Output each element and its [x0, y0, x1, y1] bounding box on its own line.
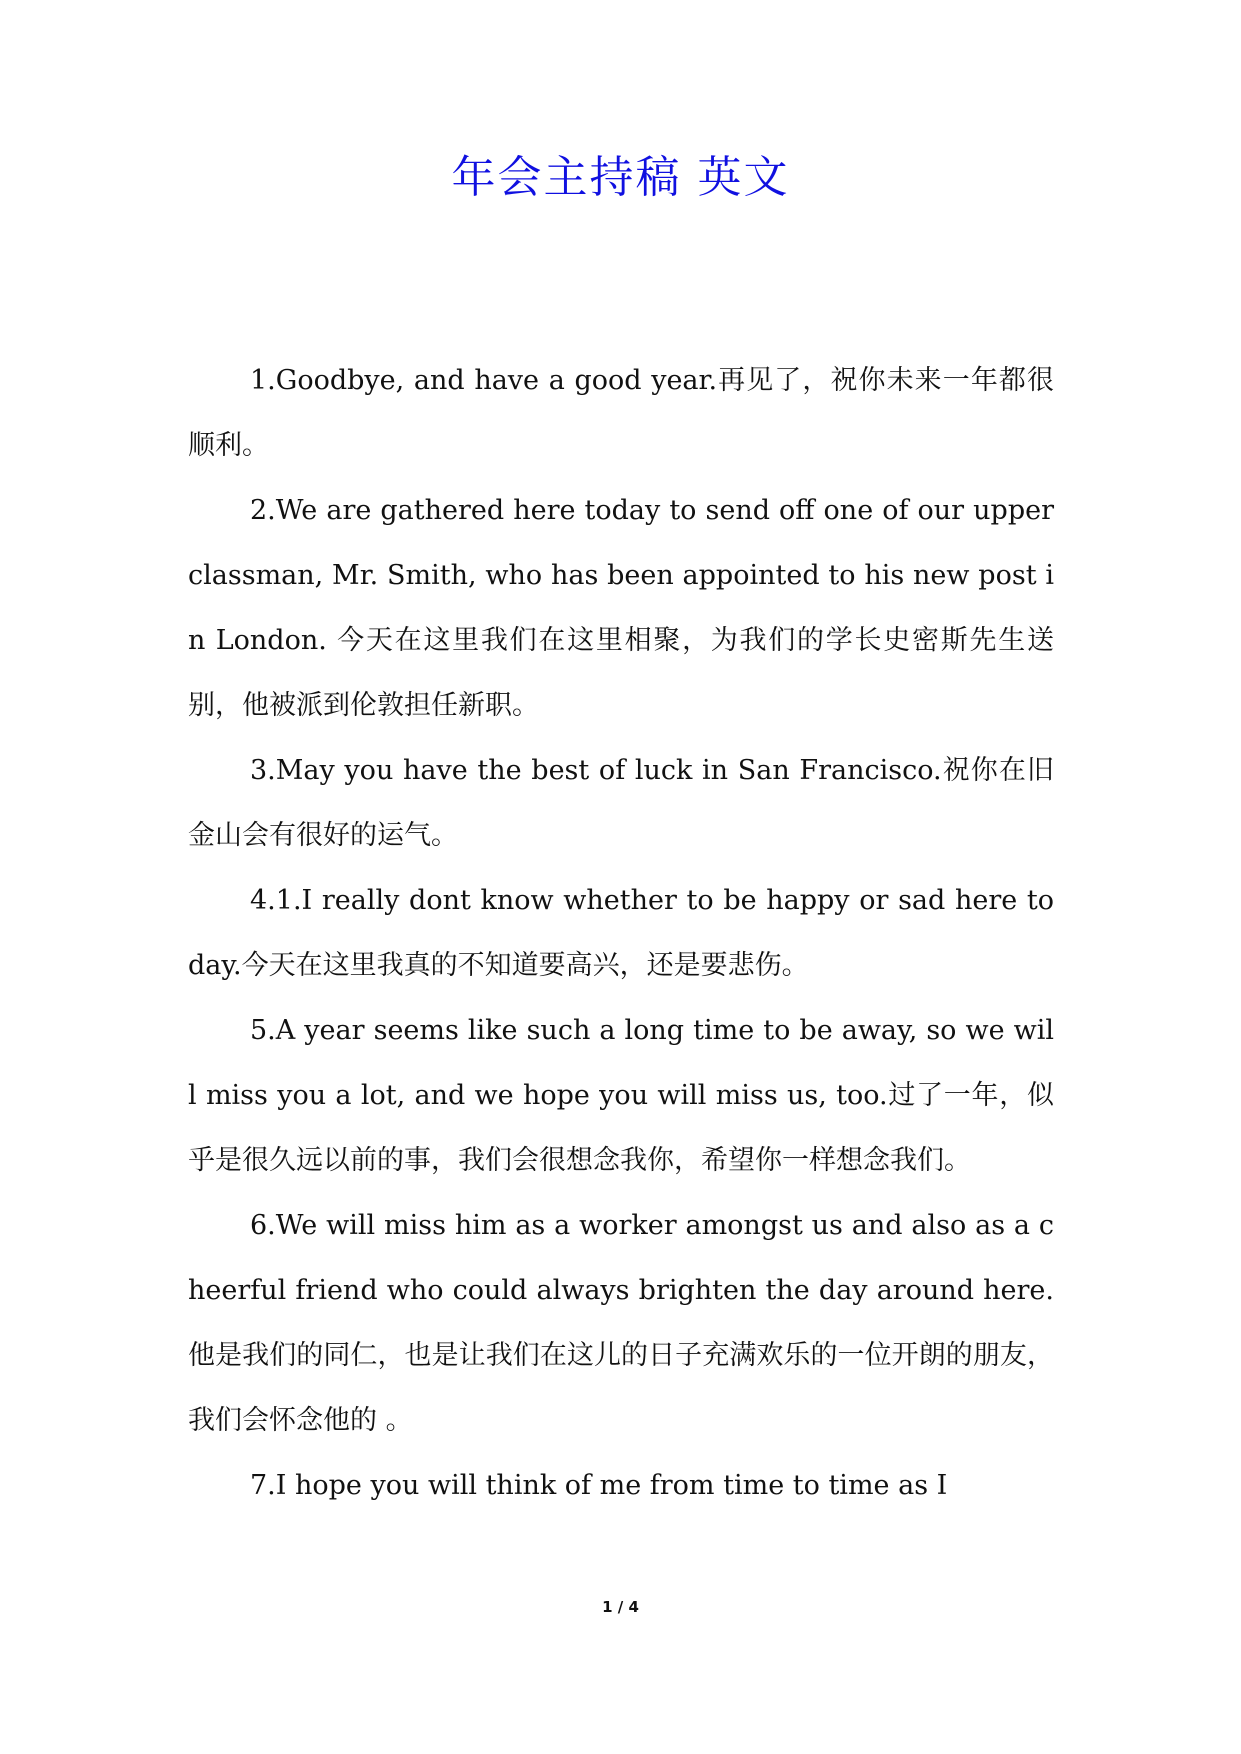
document-body — [188, 348, 1054, 1518]
paragraph-4: 4.1.I really dont know whether to be happy or sad here today.今天在这里我真的不知道要高兴，还是要悲伤。 — [188, 885, 1054, 981]
paragraph-2: 2.We are gathered here today to send off one of our upperclassman, Mr. Smith, who has been appointed to his new post in London. 今天在这里我们在这里相聚，为我们的学长史密斯先生送别，他被派到伦敦担任新职。 — [188, 495, 1054, 721]
page-title: 年会主持稿 英文 — [451, 152, 790, 203]
paragraph-6: 6.We will miss him as a worker amongst us and also as a cheerful friend who could always brighten the day around here.他是我们的同仁，也是让我们在这儿的日子充满欢乐的一位开朗的朋友，我们会怀念他的 。 — [188, 1210, 1054, 1436]
paragraph-5: 5.A year seems like such a long time to be away, so we will miss you a lot, and we hope you will miss us, too.过了一年，似乎是很久远以前的事，我们会很想念我你，希望你一样想念我们。 — [188, 1015, 1054, 1176]
paragraph-7: 7.I hope you will think of me from time to time as I — [250, 1470, 948, 1501]
paragraph-1: 1.Goodbye, and have a good year.再见了，祝你未来一年都很顺利。 — [188, 365, 1054, 461]
page-number: 1 / 4 — [602, 1598, 639, 1616]
paragraph-3: 3.May you have the best of luck in San Francisco.祝你在旧金山会有很好的运气。 — [188, 755, 1054, 851]
